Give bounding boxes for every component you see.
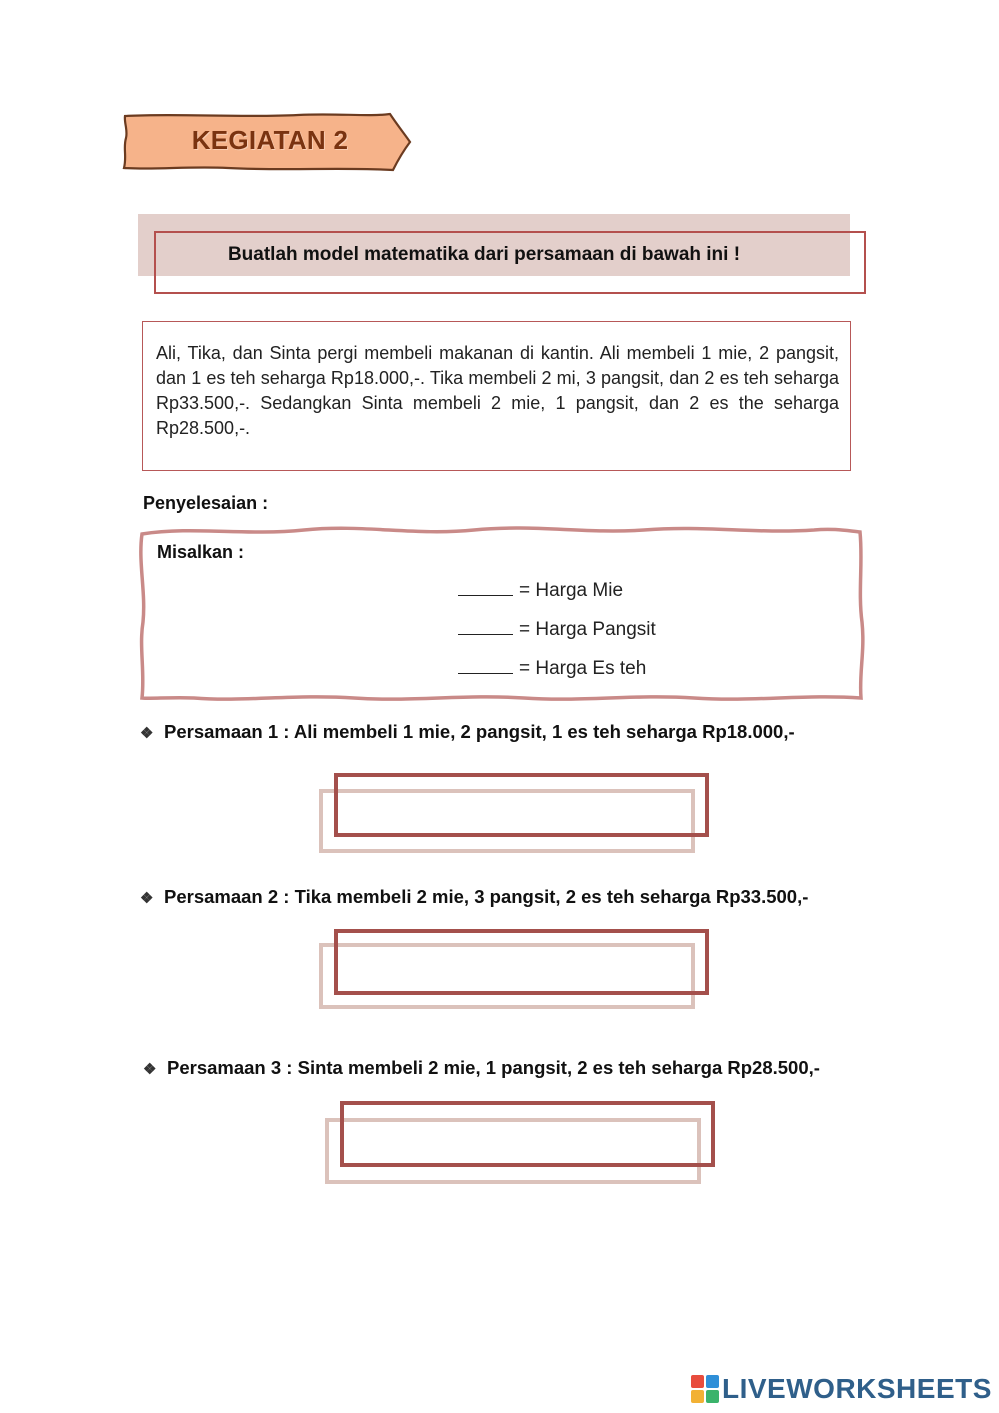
variable-blank[interactable] [458, 579, 513, 596]
variable-row [458, 618, 656, 641]
variable-row [458, 579, 623, 602]
answer-box-3[interactable] [340, 1101, 715, 1167]
variable-row [458, 657, 646, 680]
variable-blank[interactable] [458, 657, 513, 674]
variable-label: = Harga Pangsit [519, 619, 656, 640]
diamond-bullet-icon: ❖ [140, 725, 154, 742]
instruction-text: Buatlah model matematika dari persamaan di bawah ini ! [227, 244, 741, 265]
equation-3-heading [143, 1057, 820, 1079]
logo-text: LIVEWORKSHEETS [722, 1373, 992, 1404]
equation-3-title: Persamaan 3 : Sinta membeli 2 mie, 1 pangsit, 2 es teh seharga Rp28.500,- [167, 1057, 820, 1078]
diamond-bullet-icon: ❖ [143, 1061, 157, 1078]
equation-1-heading [140, 721, 795, 743]
equation-1-title: Persamaan 1 : Ali membeli 1 mie, 2 pangsit, 1 es teh seharga Rp18.000,- [164, 721, 795, 742]
variable-label: = Harga Es teh [519, 658, 647, 679]
answer-box-2[interactable] [334, 929, 709, 995]
liveworksheets-logo [690, 1371, 992, 1407]
diamond-bullet-icon: ❖ [140, 890, 154, 907]
equation-2-heading [140, 886, 808, 908]
let-label: Misalkan : [157, 542, 245, 562]
variable-label: = Harga Mie [519, 580, 624, 601]
variable-blank[interactable] [458, 618, 513, 635]
answer-box-1[interactable] [334, 773, 709, 837]
equation-2-title: Persamaan 2 : Tika membeli 2 mie, 3 pangsit, 2 es teh seharga Rp33.500,- [164, 886, 809, 907]
live-logo-icon [690, 1374, 720, 1404]
story-text: Ali, Tika, dan Sinta pergi membeli makanan di kantin. Ali membeli 1 mie, 2 pangsit, dan 1 es teh seharga Rp18.000,-. Tika membeli 2 mi, 3 pangsit, dan 2 es teh seharga Rp33.500,-. Sedangkan Sinta membeli 2 mie, 1 pangsit, dan 2 es the seharga Rp28.500,-. [156, 343, 839, 438]
activity-title: KEGIATAN 2 [191, 124, 349, 155]
solution-label: Penyelesaian : [143, 493, 269, 513]
